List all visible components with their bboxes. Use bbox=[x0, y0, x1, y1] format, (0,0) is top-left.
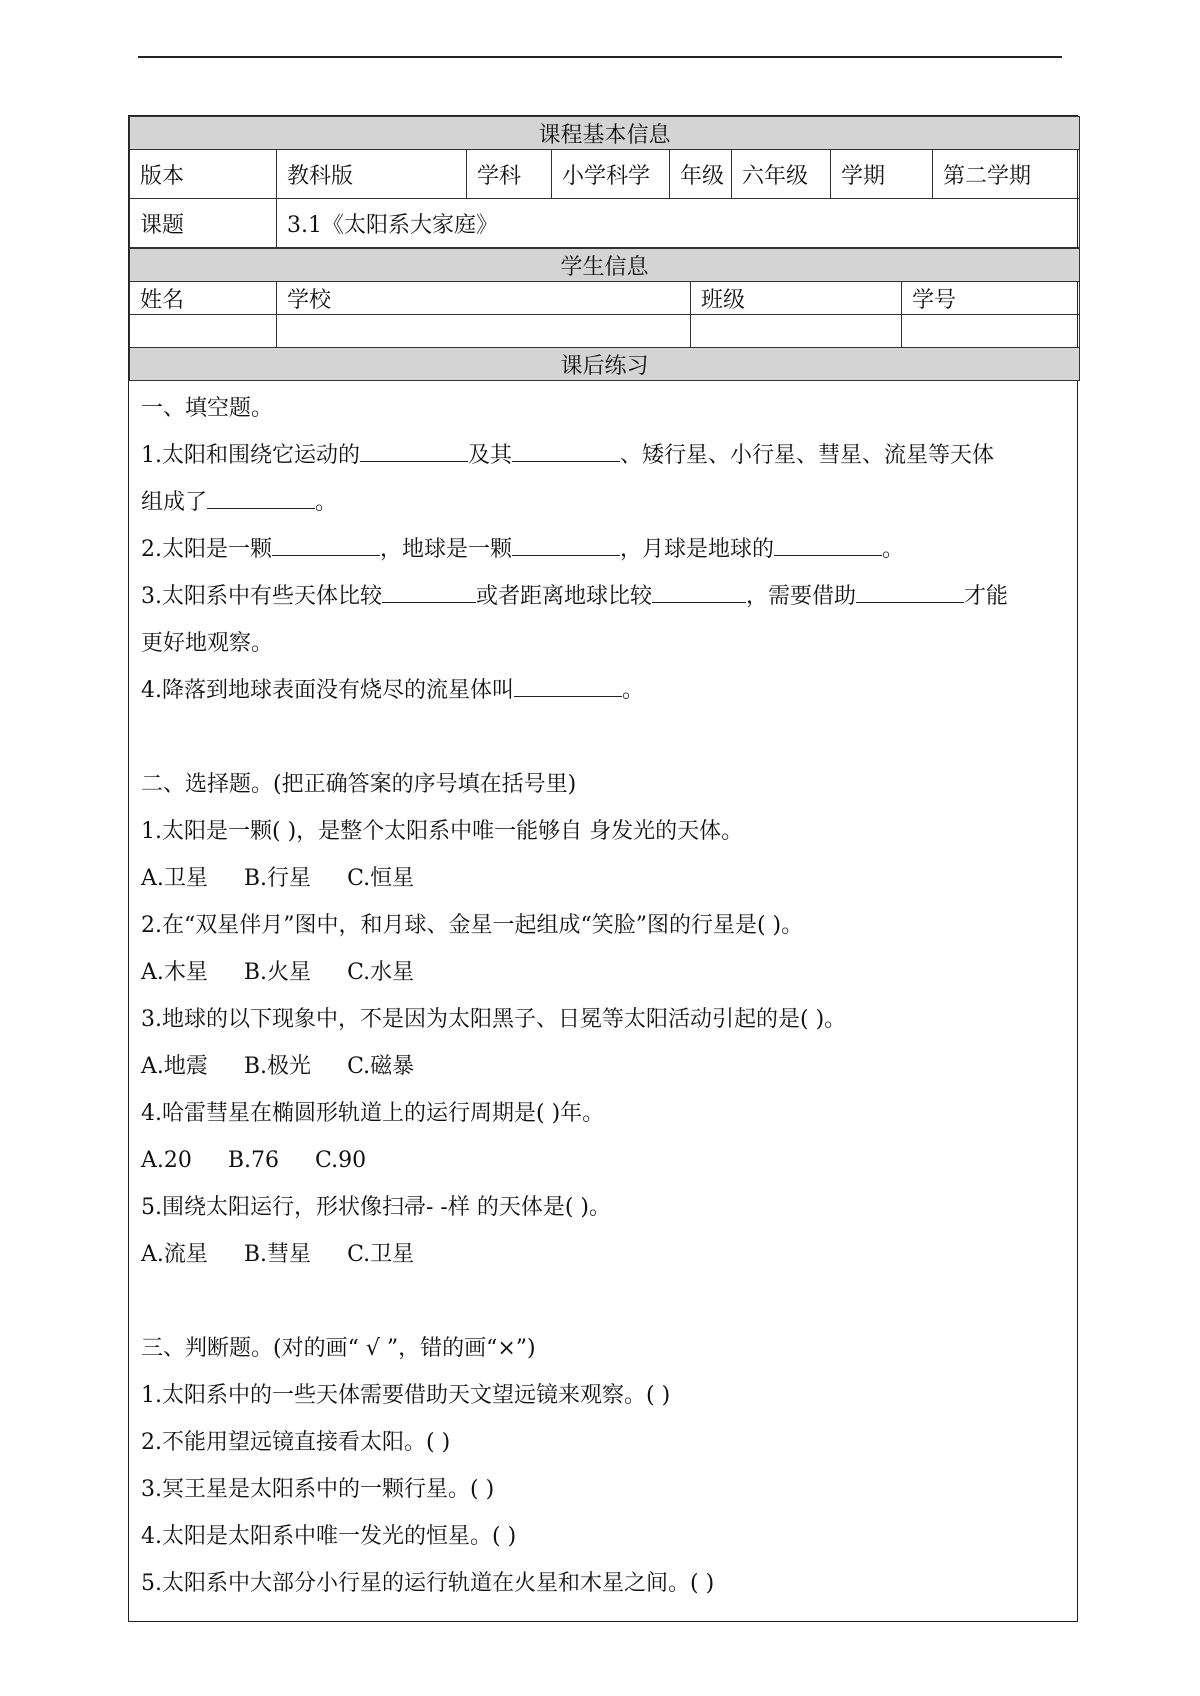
option-a[interactable]: A.流星 bbox=[141, 1242, 208, 1267]
exercise-body bbox=[129, 381, 1077, 1621]
judge-section-title: 三、判断题。(对的画“ √ ”，错的画“×”) bbox=[141, 1336, 536, 1361]
fill-q1-cont: 组成了 。 bbox=[141, 479, 1065, 526]
option-b[interactable]: B.极光 bbox=[243, 1054, 312, 1079]
term-label: 学期 bbox=[831, 150, 933, 199]
choice-q2: 2.在“双星伴月”图中，和月球、金星一起组成“笑脸”图的行星是( )。 bbox=[141, 913, 804, 938]
fill-q1: 1.太阳和围绕它运动的 及其 、矮行星、小行星、彗星、流星等天体 bbox=[141, 432, 1065, 479]
option-a[interactable]: A.卫星 bbox=[141, 866, 208, 891]
option-c[interactable]: C.磁暴 bbox=[347, 1054, 415, 1079]
judge-q2: 2.不能用望远镜直接看太阳。( ) bbox=[141, 1430, 451, 1455]
judge-q1: 1.太阳系中的一些天体需要借助天文望远镜来观察。( ) bbox=[141, 1383, 671, 1408]
topic-value: 3.1《太阳系大家庭》 bbox=[277, 199, 1080, 248]
choice-q1-options bbox=[141, 855, 1065, 902]
school-field[interactable] bbox=[277, 315, 691, 348]
top-rule bbox=[138, 56, 1062, 58]
option-c[interactable]: C.水星 bbox=[347, 960, 415, 985]
answer-blank[interactable] bbox=[512, 439, 620, 462]
name-field[interactable] bbox=[130, 315, 277, 348]
spacer bbox=[141, 714, 1065, 761]
judge-q5: 5.太阳系中大部分小行星的运行轨道在火星和木星之间。( ) bbox=[141, 1571, 715, 1596]
option-c[interactable]: C.卫星 bbox=[347, 1242, 415, 1267]
fill-section-title: 一、填空题。 bbox=[141, 396, 274, 421]
spacer bbox=[141, 1278, 1065, 1325]
answer-blank[interactable] bbox=[512, 533, 620, 556]
answer-blank[interactable] bbox=[514, 674, 622, 697]
option-a[interactable]: A.木星 bbox=[141, 960, 208, 985]
option-b[interactable]: B.行星 bbox=[243, 866, 312, 891]
class-field[interactable] bbox=[691, 315, 902, 348]
subject-value: 小学科学 bbox=[552, 150, 670, 199]
course-info-table bbox=[129, 116, 1080, 248]
grade-value: 六年级 bbox=[732, 150, 831, 199]
name-label: 姓名 bbox=[130, 282, 277, 315]
answer-blank[interactable] bbox=[774, 533, 882, 556]
option-a[interactable]: A.地震 bbox=[141, 1054, 208, 1079]
answer-blank[interactable] bbox=[360, 439, 468, 462]
choice-q2-options bbox=[141, 949, 1065, 996]
answer-blank[interactable] bbox=[652, 580, 746, 603]
option-c[interactable]: C.90 bbox=[315, 1148, 367, 1173]
fill-q3: 3.太阳系中有些天体比较 或者距离地球比较 ，需要借助 才能 bbox=[141, 573, 1065, 620]
judge-q3: 3.冥王星是太阳系中的一颗行星。( ) bbox=[141, 1477, 495, 1502]
course-info-header: 课程基本信息 bbox=[130, 117, 1080, 150]
option-a[interactable]: A.20 bbox=[141, 1148, 192, 1173]
option-b[interactable]: B.火星 bbox=[243, 960, 312, 985]
answer-blank[interactable] bbox=[382, 580, 476, 603]
choice-q3: 3.地球的以下现象中，不是因为太阳黑子、日冕等太阳活动引起的是( )。 bbox=[141, 1007, 847, 1032]
judge-q4: 4.太阳是太阳系中唯一发光的恒星。( ) bbox=[141, 1524, 517, 1549]
fill-q2: 2.太阳是一颗 ，地球是一颗 ，月球是地球的 。 bbox=[141, 526, 1065, 573]
choice-q3-options bbox=[141, 1043, 1065, 1090]
choice-q4: 4.哈雷彗星在椭圆形轨道上的运行周期是( )年。 bbox=[141, 1101, 605, 1126]
student-id-label: 学号 bbox=[902, 282, 1080, 315]
option-c[interactable]: C.恒星 bbox=[347, 866, 415, 891]
fill-q3-cont: 更好地观察。 bbox=[141, 631, 274, 656]
edition-label: 版本 bbox=[130, 150, 277, 199]
option-b[interactable]: B.76 bbox=[227, 1148, 280, 1173]
choice-q5: 5.围绕太阳运行，形状像扫帚- -样 的天体是( )。 bbox=[141, 1195, 612, 1220]
exercise-header: 课后练习 bbox=[130, 348, 1080, 381]
subject-label: 学科 bbox=[467, 150, 552, 199]
class-label: 班级 bbox=[691, 282, 902, 315]
choice-section-title: 二、选择题。(把正确答案的序号填在括号里) bbox=[141, 772, 577, 797]
school-label: 学校 bbox=[277, 282, 691, 315]
choice-q1: 1.太阳是一颗( )，是整个太阳系中唯一能够自 身发光的天体。 bbox=[141, 819, 744, 844]
grade-label: 年级 bbox=[670, 150, 732, 199]
choice-q5-options bbox=[141, 1231, 1065, 1278]
answer-blank[interactable] bbox=[207, 486, 315, 509]
option-b[interactable]: B.彗星 bbox=[243, 1242, 312, 1267]
student-id-field[interactable] bbox=[902, 315, 1080, 348]
fill-q4: 4.降落到地球表面没有烧尽的流星体叫 。 bbox=[141, 667, 1065, 714]
choice-q4-options bbox=[141, 1137, 1065, 1184]
student-info-table bbox=[129, 248, 1080, 381]
answer-blank[interactable] bbox=[856, 580, 964, 603]
term-value: 第二学期 bbox=[933, 150, 1080, 199]
edition-value: 教科版 bbox=[277, 150, 467, 199]
topic-label: 课题 bbox=[130, 199, 277, 248]
worksheet bbox=[128, 115, 1078, 1622]
student-info-header: 学生信息 bbox=[130, 249, 1080, 282]
answer-blank[interactable] bbox=[272, 533, 380, 556]
